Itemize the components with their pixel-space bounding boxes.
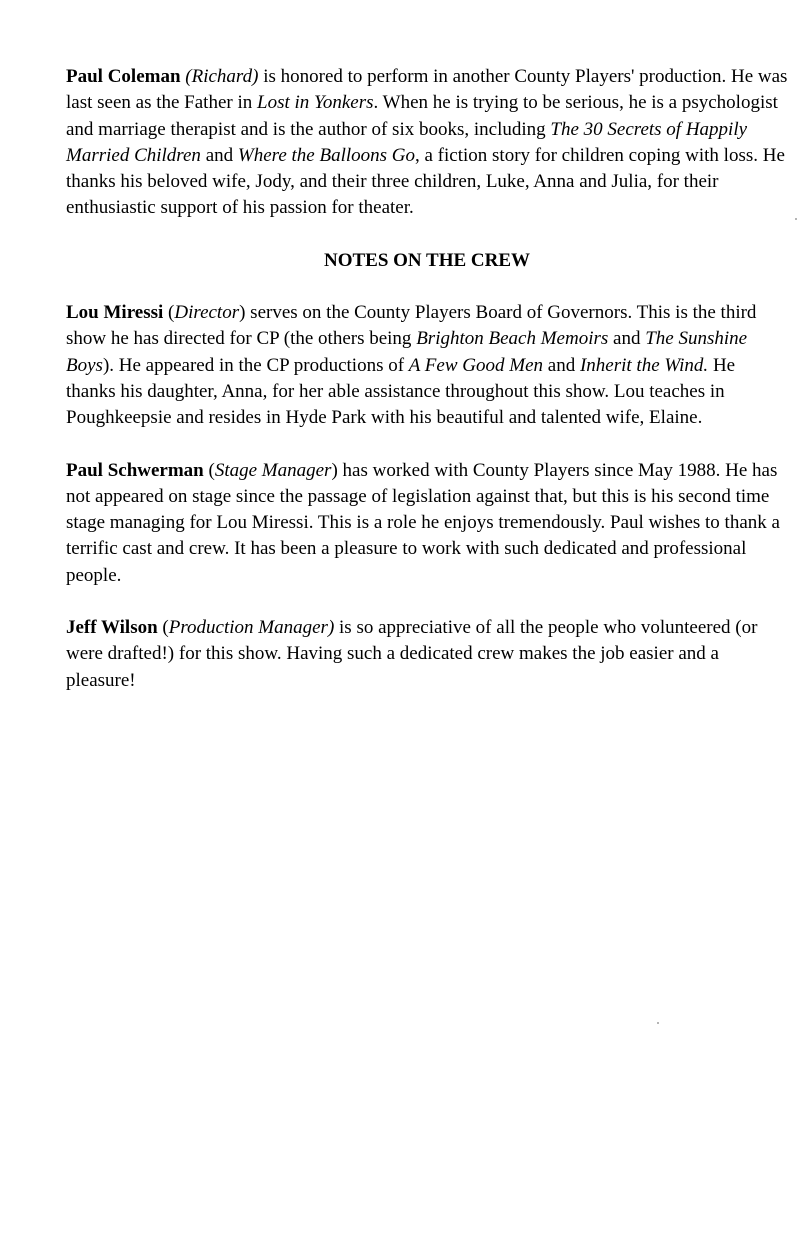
show-title: A Few Good Men [408, 354, 544, 376]
show-title: Lost in Yonkers [257, 92, 374, 114]
bio-paul-coleman [66, 64, 788, 222]
bio-text: , a fiction story for children coping with loss. He thanks his beloved wife, Jody, and their three children, Luke, Anna and Julia, for their enthusiastic support of his passion for theater. [66, 144, 785, 219]
bio-text: and [608, 328, 646, 350]
bio-text: and [543, 354, 580, 376]
bio-text: and [200, 144, 238, 166]
bio-name: Lou Miressi [66, 302, 164, 324]
bio-text: . When he is trying to be serious, he is a psychologist and marriage therapist and is the author of six books, including [66, 92, 778, 140]
bio-text: ( [203, 459, 215, 481]
bio-name: Paul Coleman [66, 66, 181, 87]
bio-text: is honored to perform in another County Players' production. He was last seen as the Father in [66, 66, 788, 114]
bio-text: ) has worked with County Players since May 1988. He has not appeared on stage since the passage of legislation against that, but this is his second time stage managing for Lou Miressi. This is a role he enjoys tremendously. Paul wishes to thank a terrific cast and crew. It has been a pleasure to work with such dedicated and professional people. [66, 459, 780, 586]
scan-speck [657, 1022, 659, 1024]
show-title: Brighton Beach Memoirs [416, 328, 609, 350]
bio-text: is so appreciative of all the people who volunteered (or were drafted!) for this show. Having such a dedicated crew makes the job easier and a pleasure! [66, 617, 758, 691]
bio-text: He thanks his daughter, Anna, for her able assistance throughout this show. Lou teaches in Poughkeepsie and resides in Hyde Park with his beautiful and talented wife, Elaine. [66, 354, 736, 429]
program-page [66, 64, 788, 720]
crew-heading: NOTES ON THE CREW [323, 249, 531, 271]
bio-name: Paul Schwerman [66, 459, 204, 481]
bio-role: Stage Manager [214, 459, 332, 481]
book-title: Where the Balloons Go [237, 144, 415, 166]
show-title: The Sunshine Boys [66, 328, 748, 376]
bio-text: ( [157, 617, 169, 639]
bio-name: Jeff Wilson [66, 617, 158, 639]
book-title: The 30 Secrets of Happily Married Children [66, 118, 748, 166]
bio-jeff-wilson [66, 615, 788, 694]
bio-text: ) serves on the County Players Board of Governors. This is the third show he has directed for CP (the others being [66, 302, 757, 350]
bio-lou-miressi [66, 300, 788, 431]
bio-text: ( [163, 302, 175, 324]
show-title: Inherit the Wind. [579, 354, 709, 376]
scan-speck [795, 218, 797, 220]
bio-role: Production Manager) [168, 617, 335, 639]
bio-role: Director [174, 302, 240, 324]
bio-role: (Richard) [185, 66, 259, 87]
bio-text: ). He appeared in the CP productions of [102, 354, 409, 376]
bio-paul-schwerman [66, 458, 788, 589]
